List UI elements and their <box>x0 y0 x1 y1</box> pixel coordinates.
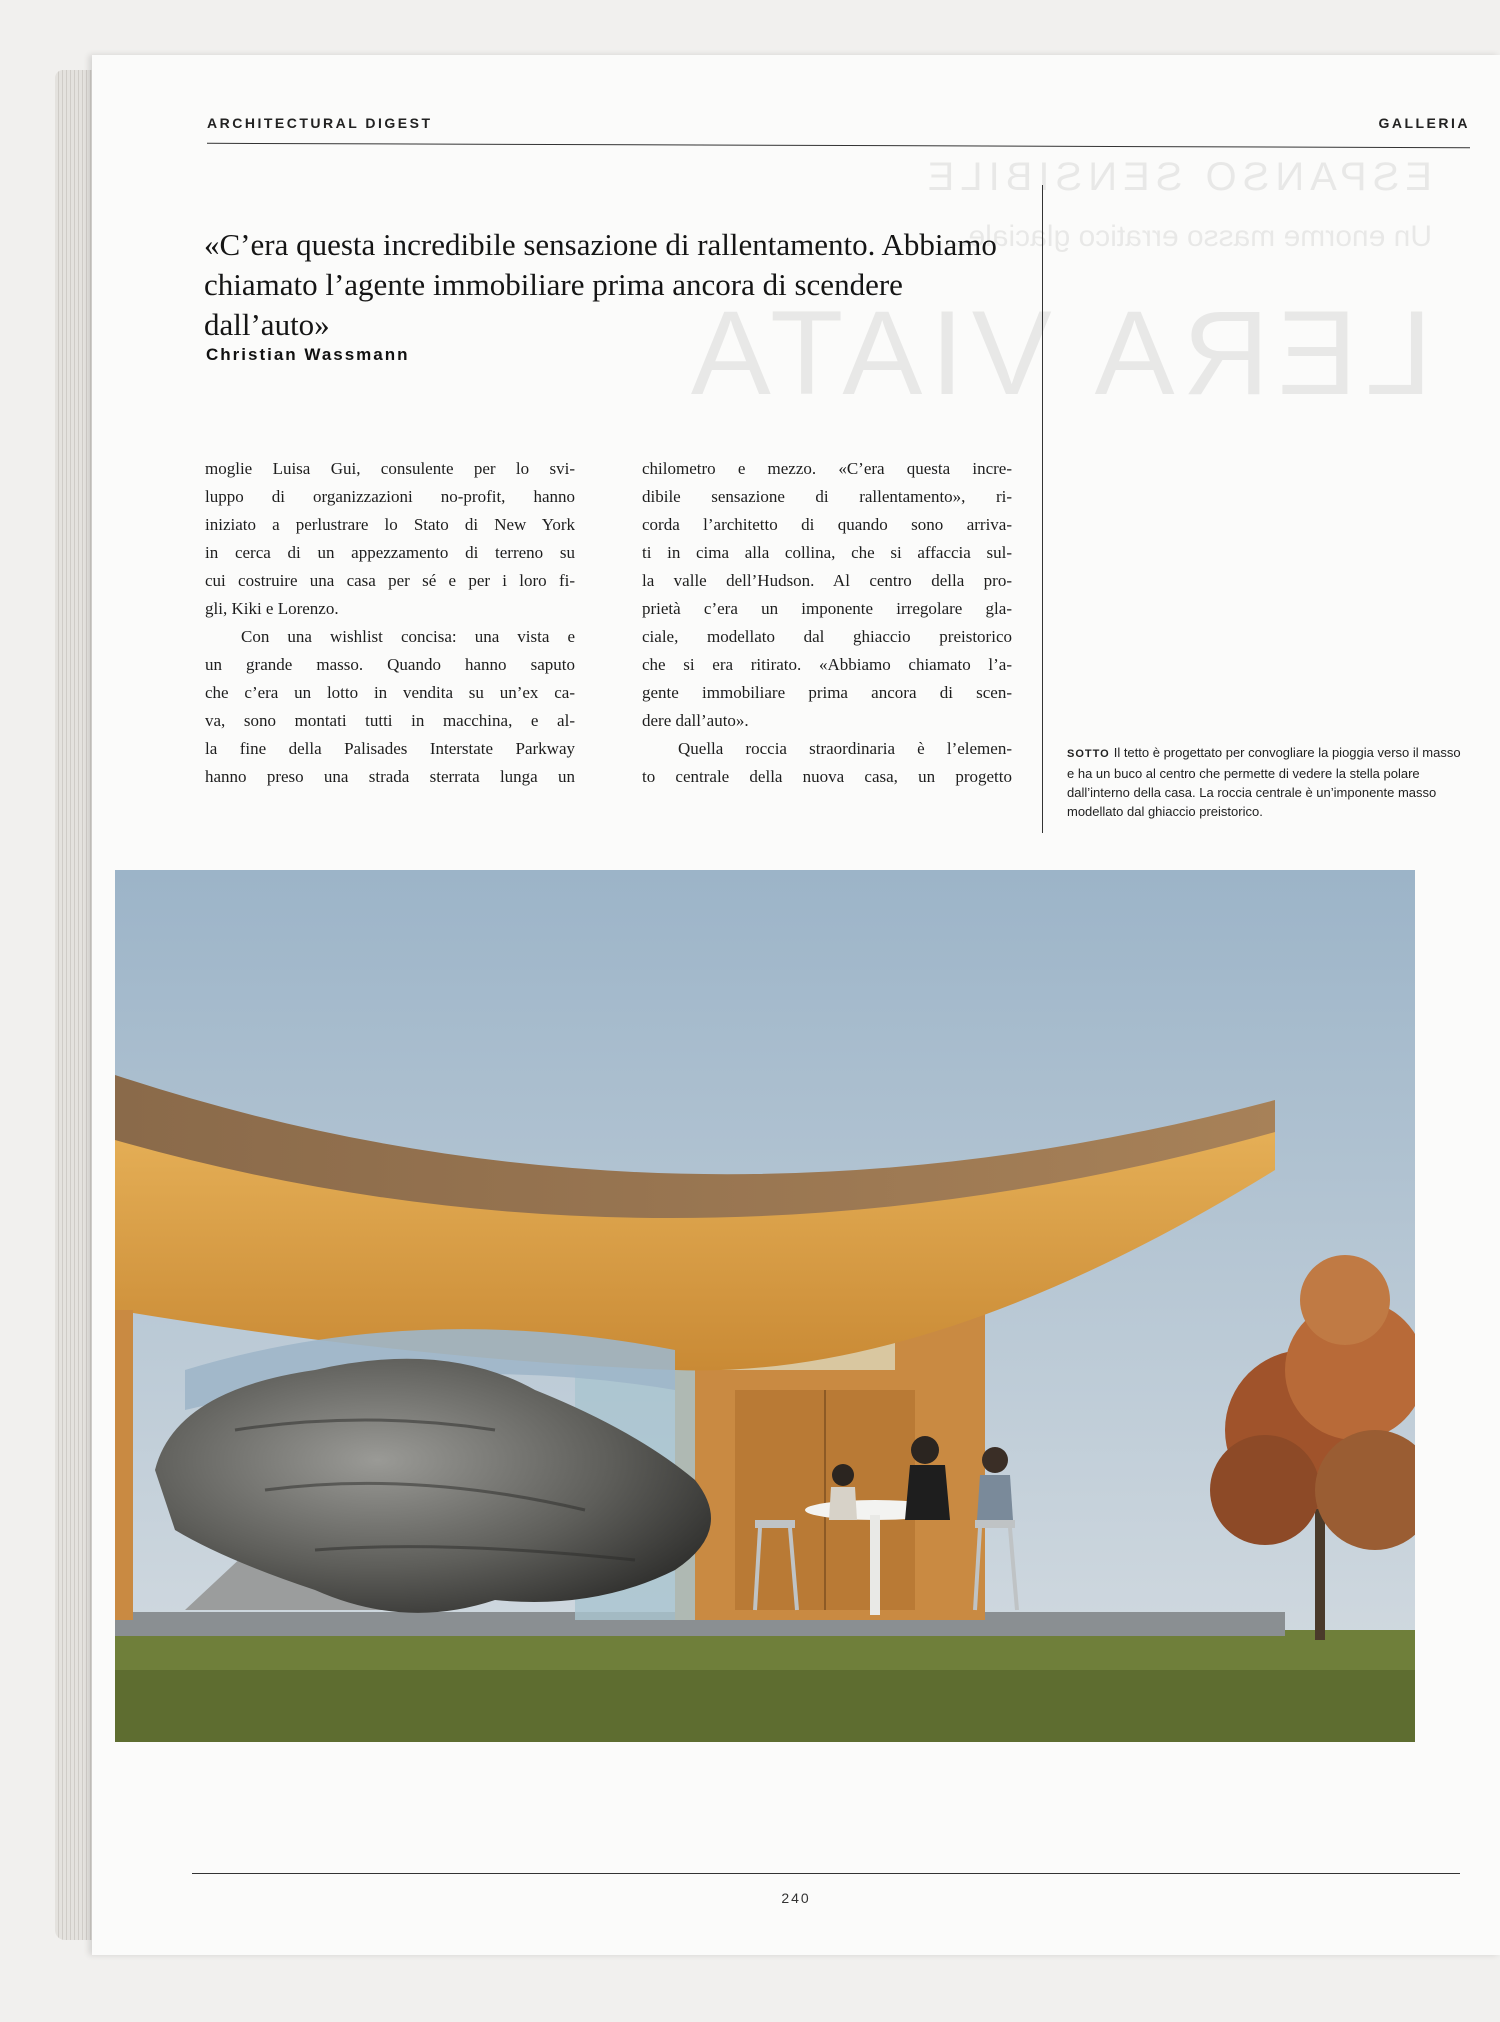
body-line: to centrale della nuova casa, un progetto <box>642 767 1012 786</box>
pull-quote-attribution: Christian Wassmann <box>206 345 410 364</box>
ghost-line-3: LERA VIATA <box>682 286 1432 420</box>
lawn-shadow <box>115 1670 1415 1742</box>
body-line: dere dall’auto». <box>642 711 749 730</box>
body-line: un grande masso. Quando hanno saputo <box>205 655 575 674</box>
body-line: va, sono montati tutti in macchina, e al- <box>205 711 575 730</box>
body-line: moglie Luisa Gui, consulente per lo svi- <box>205 459 575 478</box>
body-line: gli, Kiki e Lorenzo. <box>205 599 339 618</box>
page-number: 240 <box>781 1890 811 1906</box>
body-line: Quella roccia straordinaria è l’elemen- <box>678 739 1012 758</box>
body-line: hanno preso una strada sterrata lunga un <box>205 767 575 786</box>
ghost-line-2: Un enorme masso erratico glaciale... <box>943 220 1432 253</box>
body-line: la fine della Palisades Interstate Parkway <box>205 739 575 758</box>
bottom-rule <box>192 1873 1460 1874</box>
ghost-line-1: ESPANSO SENSIBILE <box>921 155 1432 199</box>
body-line: ciale, modellato dal ghiaccio preistorico <box>642 627 1012 646</box>
left-column <box>115 1310 133 1620</box>
feature-photo <box>115 870 1415 1742</box>
body-line: gente immobiliare prima ancora di scen- <box>642 683 1012 702</box>
body-line: corda l’architetto di quando sono arriva- <box>642 515 1012 534</box>
body-line: dibile sensazione di rallentamento», ri- <box>642 487 1012 506</box>
body-line: prietà c’era un imponente irregolare gla- <box>642 599 1012 618</box>
photo-caption <box>1067 743 1467 821</box>
caption-lead: SOTTO <box>1067 748 1110 760</box>
body-line: cui costruire una casa per sé e per i loro fi- <box>205 571 575 590</box>
body-line: che c’era un lotto in vendita su un’ex ca- <box>205 683 575 702</box>
column-rule <box>1042 185 1043 833</box>
pull-quote: «C’era questa incredibile sensazione di rallentamento. Abbiamo chiamato l’agente immobiliare prima ancora di scendere dall’auto» <box>204 227 997 342</box>
body-line: Con una wishlist concisa: una vista e <box>241 627 575 646</box>
body-line: in cerca di un appezzamento di terreno su <box>205 543 575 562</box>
top-rule <box>207 143 1470 148</box>
body-line: la valle dell’Hudson. Al centro della pro- <box>642 571 1012 590</box>
body-line: che si era ritirato. «Abbiamo chiamato l’a- <box>642 655 1012 674</box>
magazine-page <box>92 55 1500 1955</box>
photo-illustration <box>115 870 1415 1742</box>
body-line: ti in cima alla collina, che si affaccia sul- <box>642 543 1012 562</box>
body-line: luppo di organizzazioni no-profit, hanno <box>205 487 575 506</box>
body-column-1 <box>205 455 575 791</box>
caption-text: Il tetto è progettato per convogliare la pioggia verso il masso e ha un buco al centro che permette di vedere la stella polare dall’interno della casa. La roccia centrale è un’imponente masso modellato dal ghiaccio preistorico. <box>1067 745 1461 819</box>
body-line: iniziato a perlustrare lo Stato di New York <box>205 515 575 534</box>
running-head-magazine: ARCHITECTURAL DIGEST <box>207 115 433 131</box>
body-line: chilometro e mezzo. «C’era questa incre- <box>642 459 1012 478</box>
running-head-section: GALLERIA <box>1378 115 1470 131</box>
body-column-2 <box>642 455 1012 791</box>
